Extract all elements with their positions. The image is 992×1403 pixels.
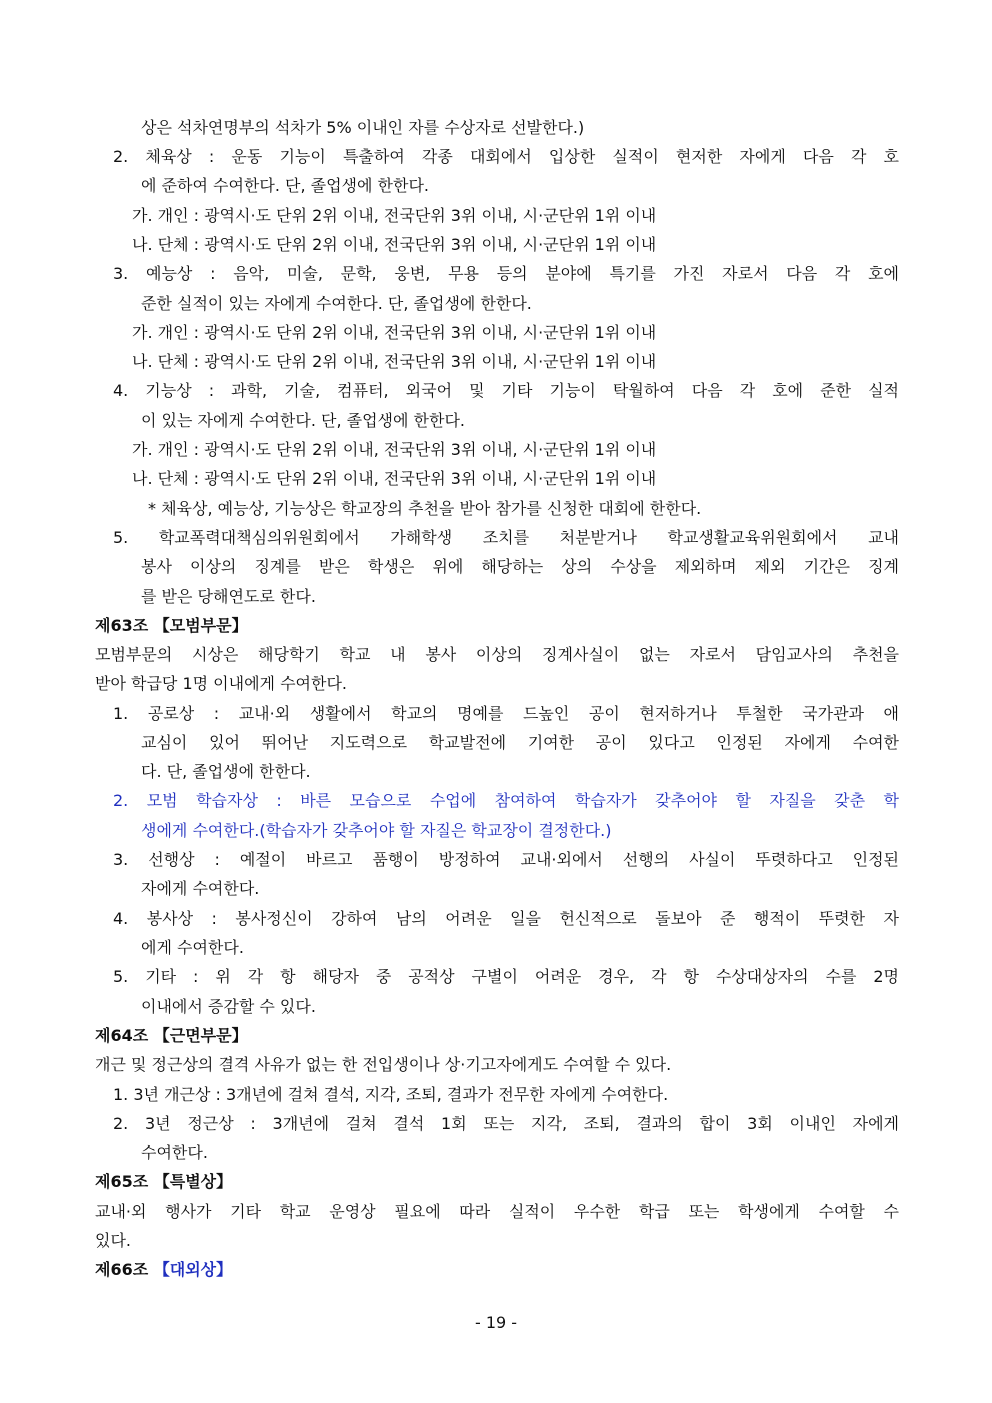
article-title: 【근면부문】 (153, 1026, 248, 1045)
text-line: 가. 개인 : 광역시·도 단위 2위 이내, 전국단위 3위 이내, 시·군단위 1위 이내 (132, 440, 657, 459)
text-line: 교심이 있어 뛰어난 지도력으로 학교발전에 기여한 공이 있다고 인정된 자에게 수여한 (141, 733, 899, 752)
text-line: 2. 체육상 : 운동 기능이 특출하여 각종 대회에서 입상한 실적이 현저한 자에게 다음 각 호 (113, 147, 899, 166)
text-line: 준한 실적이 있는 자에게 수여한다. 단, 졸업생에 한한다. (141, 294, 532, 313)
text-line: 교내·외 행사가 기타 학교 운영상 필요에 따라 실적이 우수한 학급 또는 학생에게 수여할 수 (95, 1202, 899, 1221)
text-line: 다. 단, 졸업생에 한한다. (141, 762, 311, 781)
text-line: 에게 수여한다. (141, 938, 244, 957)
text-line: 생에게 수여한다.(학습자가 갖추어야 할 자질은 학교장이 결정한다.) (141, 821, 612, 840)
article-title: 【모범부문】 (153, 616, 248, 635)
text-line: 받아 학급당 1명 이내에게 수여한다. (95, 674, 347, 693)
text-line: 2. 모범 학습자상 : 바른 모습으로 수업에 참여하여 학습자가 갖추어야 할 자질을 갖춘 학 (113, 791, 899, 810)
article-title: 【특별상】 (153, 1172, 233, 1191)
text-line: 3. 선행상 : 예절이 바르고 품행이 방정하여 교내·외에서 선행의 사실이 뚜렷하다고 인정된 (113, 850, 899, 869)
text-line: 4. 봉사상 : 봉사정신이 강하여 남의 어려운 일을 헌신적으로 돌보아 준 행적이 뚜렷한 자 (113, 909, 899, 928)
text-line: 1. 3년 개근상 : 3개년에 걸쳐 결석, 지각, 조퇴, 결과가 전무한 자에게 수여한다. (113, 1085, 669, 1104)
text-line: 3. 예능상 : 음악, 미술, 문학, 웅변, 무용 등의 분야에 특기를 가진 자로서 다음 각 호에 (113, 264, 899, 283)
text-line: 나. 단체 : 광역시·도 단위 2위 이내, 전국단위 3위 이내, 시·군단위 1위 이내 (132, 235, 657, 254)
article-number: 제63조 (95, 616, 149, 635)
article-heading (95, 1026, 248, 1046)
text-line: 자에게 수여한다. (141, 879, 260, 898)
article-number: 제66조 (95, 1260, 149, 1279)
text-line: 2. 3년 정근상 : 3개년에 걸쳐 결석 1회 또는 지각, 조퇴, 결과의 합이 3회 이내인 자에게 (113, 1114, 899, 1133)
text-line: 상은 석차연명부의 석차가 5% 이내인 자를 수상자로 선발한다.) (141, 118, 585, 137)
text-line: 개근 및 정근상의 결격 사유가 없는 한 전입생이나 상·기고자에게도 수여할 수 있다. (95, 1055, 672, 1074)
page-number: - 19 - (474, 1313, 518, 1332)
text-line: 가. 개인 : 광역시·도 단위 2위 이내, 전국단위 3위 이내, 시·군단위 1위 이내 (132, 206, 657, 225)
text-line: 5. 학교폭력대책심의위원회에서 가해학생 조치를 처분받거나 학교생활교육위원회에서 교내 (113, 528, 899, 547)
text-line: 4. 기능상 : 과학, 기술, 컴퓨터, 외국어 및 기타 기능이 탁월하여 다음 각 호에 준한 실적 (113, 381, 899, 400)
text-line: * 체육상, 예능상, 기능상은 학교장의 추천을 받아 참가를 신청한 대회에 한한다. (148, 499, 702, 518)
text-line: 봉사 이상의 징계를 받은 학생은 위에 해당하는 상의 수상을 제외하며 제외 기간은 징계 (141, 557, 899, 576)
text-line: 수여한다. (141, 1143, 208, 1162)
text-line: 를 받은 당해연도로 한다. (141, 587, 316, 606)
text-line: 나. 단체 : 광역시·도 단위 2위 이내, 전국단위 3위 이내, 시·군단위 1위 이내 (132, 469, 657, 488)
article-heading (95, 1260, 232, 1280)
text-line: 나. 단체 : 광역시·도 단위 2위 이내, 전국단위 3위 이내, 시·군단위 1위 이내 (132, 352, 657, 371)
article-heading (95, 616, 248, 636)
text-line: 5. 기타 : 위 각 항 해당자 중 공적상 구별이 어려운 경우, 각 항 수상대상자의 수를 2명 (113, 967, 899, 986)
text-line: 가. 개인 : 광역시·도 단위 2위 이내, 전국단위 3위 이내, 시·군단위 1위 이내 (132, 323, 657, 342)
article-number: 제64조 (95, 1026, 149, 1045)
text-line: 이내에서 증감할 수 있다. (141, 997, 316, 1016)
text-line: 1. 공로상 : 교내·외 생활에서 학교의 명예를 드높인 공이 현저하거나 투철한 국가관과 애 (113, 704, 899, 723)
article-heading (95, 1172, 232, 1192)
article-title: 【대외상】 (153, 1260, 233, 1279)
text-line: 있다. (95, 1231, 131, 1250)
text-line: 에 준하여 수여한다. 단, 졸업생에 한한다. (141, 176, 429, 195)
article-number: 제65조 (95, 1172, 149, 1191)
text-line: 이 있는 자에게 수여한다. 단, 졸업생에 한한다. (141, 411, 465, 430)
text-line: 모범부문의 시상은 해당학기 학교 내 봉사 이상의 징계사실이 없는 자로서 담임교사의 추천을 (95, 645, 899, 664)
